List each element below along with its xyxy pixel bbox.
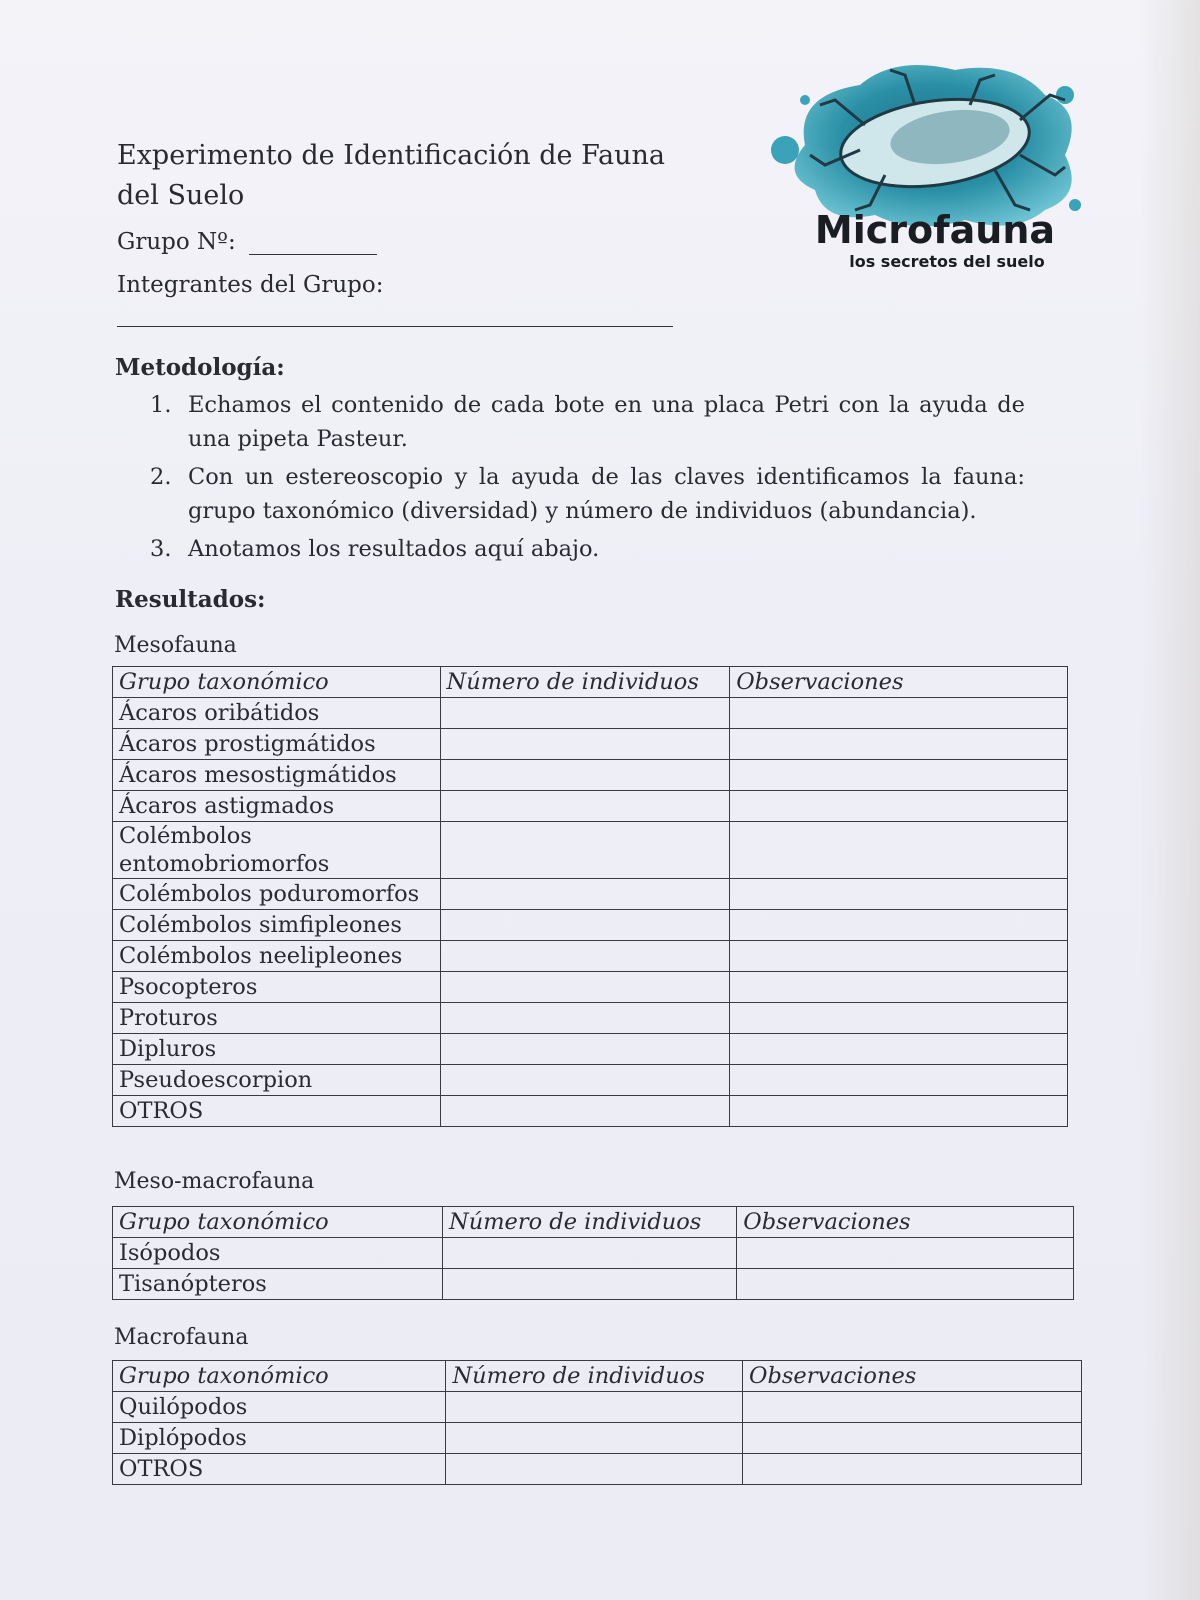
- column-header: Grupo taxonómico: [113, 1361, 446, 1392]
- logo-tagline: los secretos del suelo: [849, 252, 1045, 271]
- table-row: [113, 698, 1068, 729]
- count-cell[interactable]: [440, 1096, 730, 1127]
- table-header-row: [113, 667, 1068, 698]
- group-number-field: [117, 229, 377, 255]
- observations-cell[interactable]: [737, 1269, 1074, 1300]
- meso-macrofauna-table: [112, 1206, 1074, 1300]
- count-cell[interactable]: [446, 1423, 743, 1454]
- taxon-cell: Ácaros oribátidos: [113, 698, 441, 729]
- count-cell[interactable]: [440, 910, 730, 941]
- taxon-cell: Pseudoescorpion: [113, 1065, 441, 1096]
- table-row: [113, 910, 1068, 941]
- observations-cell[interactable]: [737, 1238, 1074, 1269]
- taxon-cell: Ácaros astigmados: [113, 791, 441, 822]
- group-number-blank[interactable]: [249, 254, 377, 255]
- count-cell[interactable]: [440, 879, 730, 910]
- count-cell[interactable]: [440, 760, 730, 791]
- column-header: Observaciones: [737, 1207, 1074, 1238]
- column-header: Grupo taxonómico: [113, 1207, 443, 1238]
- table-header-row: [113, 1361, 1082, 1392]
- observations-cell[interactable]: [730, 698, 1068, 729]
- methodology-step: [150, 460, 1025, 528]
- taxon-cell: Proturos: [113, 1003, 441, 1034]
- observations-cell[interactable]: [730, 972, 1068, 1003]
- column-header: Número de individuos: [446, 1361, 743, 1392]
- count-cell[interactable]: [440, 791, 730, 822]
- count-cell[interactable]: [440, 822, 730, 879]
- macrofauna-table: [112, 1360, 1082, 1485]
- taxon-cell: Ácaros mesostigmátidos: [113, 760, 441, 791]
- table-row: [113, 822, 1068, 879]
- microfauna-logo: [765, 55, 1115, 285]
- methodology-heading: Metodología:: [115, 354, 285, 381]
- group-number-label: Grupo Nº:: [117, 229, 236, 255]
- count-cell[interactable]: [440, 1034, 730, 1065]
- step-number: 3.: [150, 536, 172, 562]
- taxon-cell: Psocopteros: [113, 972, 441, 1003]
- taxon-cell: Colémbolos entomobriomorfos: [113, 822, 441, 879]
- count-cell[interactable]: [446, 1392, 743, 1423]
- table-row: [113, 972, 1068, 1003]
- macrofauna-label: Macrofauna: [114, 1325, 249, 1350]
- taxon-cell: Quilópodos: [113, 1392, 446, 1423]
- observations-cell[interactable]: [743, 1454, 1082, 1485]
- taxon-cell: Dipluros: [113, 1034, 441, 1065]
- meso-macrofauna-label: Meso-macrofauna: [114, 1169, 315, 1194]
- count-cell[interactable]: [440, 941, 730, 972]
- methodology-steps: [150, 388, 1025, 570]
- count-cell[interactable]: [443, 1269, 737, 1300]
- count-cell[interactable]: [446, 1454, 743, 1485]
- members-blank-line[interactable]: [117, 326, 673, 327]
- table-row: [113, 1269, 1074, 1300]
- observations-cell[interactable]: [743, 1423, 1082, 1454]
- table-row: [113, 1454, 1082, 1485]
- table-row: [113, 879, 1068, 910]
- count-cell[interactable]: [440, 1065, 730, 1096]
- table-header-row: [113, 1207, 1074, 1238]
- step-text: Con un estereoscopio y la ayuda de las claves identificamos la fauna: grupo taxonómico (diversidad) y número de individuos (abundancia).: [188, 464, 1025, 524]
- table-row: [113, 1034, 1068, 1065]
- count-cell[interactable]: [440, 972, 730, 1003]
- taxon-cell: Diplópodos: [113, 1423, 446, 1454]
- count-cell[interactable]: [440, 698, 730, 729]
- taxon-cell: Colémbolos poduromorfos: [113, 879, 441, 910]
- observations-cell[interactable]: [730, 760, 1068, 791]
- taxon-cell: OTROS: [113, 1454, 446, 1485]
- table-row: [113, 1003, 1068, 1034]
- observations-cell[interactable]: [730, 1034, 1068, 1065]
- taxon-cell: Isópodos: [113, 1238, 443, 1269]
- table-row: [113, 941, 1068, 972]
- mesofauna-label: Mesofauna: [114, 633, 237, 658]
- taxon-cell: Tisanópteros: [113, 1269, 443, 1300]
- methodology-step: [150, 388, 1025, 456]
- results-heading: Resultados:: [115, 586, 266, 613]
- page-title: Experimento de Identificación de Fauna del Suelo: [117, 140, 665, 211]
- count-cell[interactable]: [443, 1238, 737, 1269]
- column-header: Número de individuos: [443, 1207, 737, 1238]
- column-header: Observaciones: [730, 667, 1068, 698]
- observations-cell[interactable]: [730, 1096, 1068, 1127]
- step-number: 2.: [150, 464, 172, 490]
- members-label: Integrantes del Grupo:: [117, 272, 384, 298]
- table-row: [113, 1238, 1074, 1269]
- observations-cell[interactable]: [730, 910, 1068, 941]
- observations-cell[interactable]: [730, 879, 1068, 910]
- step-text: Anotamos los resultados aquí abajo.: [188, 536, 600, 562]
- observations-cell[interactable]: [730, 822, 1068, 879]
- table-row: [113, 760, 1068, 791]
- taxon-cell: OTROS: [113, 1096, 441, 1127]
- table-row: [113, 1065, 1068, 1096]
- observations-cell[interactable]: [730, 729, 1068, 760]
- taxon-cell: Ácaros prostigmátidos: [113, 729, 441, 760]
- count-cell[interactable]: [440, 1003, 730, 1034]
- observations-cell[interactable]: [743, 1392, 1082, 1423]
- step-text: Echamos el contenido de cada bote en una placa Petri con la ayuda de una pipeta Pasteur.: [188, 392, 1025, 452]
- table-row: [113, 729, 1068, 760]
- observations-cell[interactable]: [730, 1065, 1068, 1096]
- mite-illustration-icon: [765, 55, 1115, 285]
- observations-cell[interactable]: [730, 791, 1068, 822]
- table-row: [113, 791, 1068, 822]
- column-header: Número de individuos: [440, 667, 730, 698]
- observations-cell[interactable]: [730, 941, 1068, 972]
- table-row: [113, 1392, 1082, 1423]
- table-row: [113, 1096, 1068, 1127]
- count-cell[interactable]: [440, 729, 730, 760]
- column-header: Observaciones: [743, 1361, 1082, 1392]
- observations-cell[interactable]: [730, 1003, 1068, 1034]
- logo-name: Microfauna: [814, 208, 1056, 252]
- taxon-cell: Colémbolos neelipleones: [113, 941, 441, 972]
- methodology-step: [150, 532, 1025, 566]
- taxon-cell: Colémbolos simfipleones: [113, 910, 441, 941]
- column-header: Grupo taxonómico: [113, 667, 441, 698]
- step-number: 1.: [150, 392, 172, 418]
- mesofauna-table: [112, 666, 1068, 1127]
- table-row: [113, 1423, 1082, 1454]
